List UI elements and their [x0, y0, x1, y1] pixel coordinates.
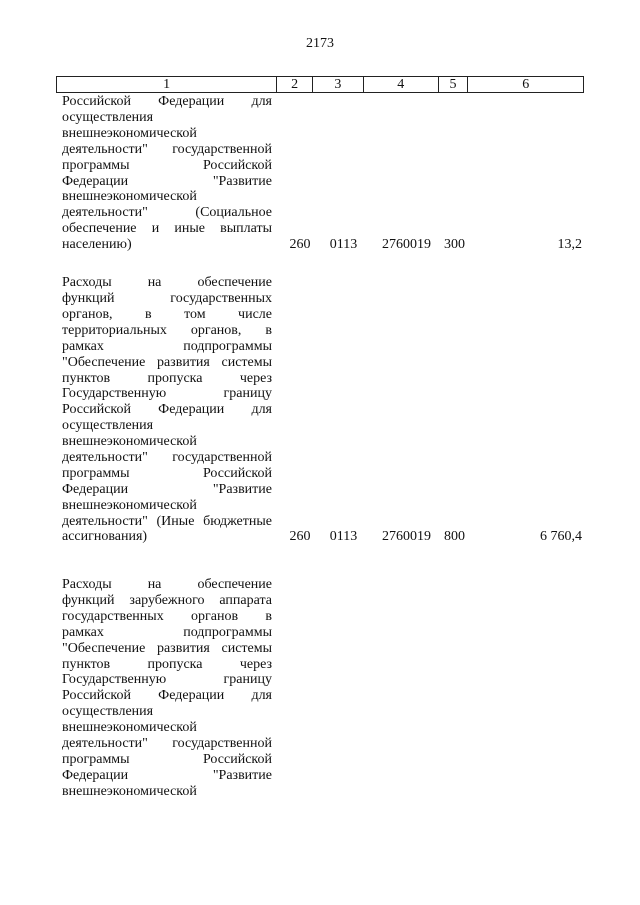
description-line: рамках подпрограммы — [62, 624, 272, 640]
description-line: Российской Федерации для — [62, 688, 272, 704]
header-col-4: 4 — [364, 77, 439, 92]
description-line: осуществления — [62, 418, 154, 434]
description-line: осуществления — [62, 109, 154, 125]
header-col-3: 3 — [313, 77, 364, 92]
description-line: деятельности" государственной — [62, 736, 272, 752]
row-col6: 13,2 — [557, 237, 582, 253]
row-col4: 2760019 — [382, 529, 431, 545]
row-col5: 800 — [444, 529, 465, 545]
description-line: функций зарубежного аппарата — [62, 593, 272, 609]
row-col5: 300 — [444, 237, 465, 253]
table-row — [56, 275, 584, 545]
row-col4: 2760019 — [382, 237, 431, 253]
description-line: органов, в том числе — [62, 306, 272, 322]
row-col2: 260 — [289, 237, 311, 253]
description-line: Российской Федерации для — [62, 94, 272, 110]
description-line: Расходы на обеспечение — [62, 275, 272, 291]
description-line: Расходы на обеспечение — [62, 577, 272, 593]
description-line: деятельности" (Иные бюджетные — [62, 513, 272, 529]
table-row — [56, 577, 584, 800]
description-line: программы Российской — [62, 465, 272, 481]
header-col-5: 5 — [439, 77, 469, 92]
description-line: Российской Федерации для — [62, 402, 272, 418]
description-line: деятельности" государственной — [62, 141, 272, 157]
header-col-1: 1 — [57, 77, 277, 92]
description-line: внешнеэкономической — [62, 189, 197, 205]
header-col-6: 6 — [522, 77, 530, 92]
description-line: пунктов пропуска через — [62, 370, 272, 386]
description-line: "Обеспечение развития системы — [62, 640, 272, 656]
description-line: Федерации "Развитие — [62, 173, 272, 189]
description-line: деятельности" государственной — [62, 449, 272, 465]
row-col3: 0113 — [329, 529, 358, 545]
table-row — [56, 94, 584, 253]
description-line: программы Российской — [62, 157, 272, 173]
row-col3: 0113 — [329, 237, 358, 253]
description-line: внешнеэкономической — [62, 497, 197, 513]
description-line: территориальных органов, в — [62, 322, 272, 338]
description-line: внешнеэкономической — [62, 125, 197, 141]
description-line: Государственную границу — [62, 386, 272, 402]
row-description — [56, 94, 272, 253]
description-line: программы Российской — [62, 751, 272, 767]
row-description — [56, 275, 272, 545]
description-line: внешнеэкономической — [62, 720, 197, 736]
description-line: "Обеспечение развития системы — [62, 354, 272, 370]
description-line: осуществления — [62, 704, 154, 720]
description-line: внешнеэкономической — [62, 434, 197, 450]
page-number: 2173 — [306, 36, 334, 51]
description-line: Государственную границу — [62, 672, 272, 688]
description-line: населению) — [62, 237, 132, 253]
description-line: деятельности" (Социальное — [62, 205, 272, 221]
description-line: государственных органов в — [62, 608, 272, 624]
description-line: ассигнования) — [62, 529, 148, 545]
row-col2: 260 — [289, 529, 311, 545]
description-line: функций государственных — [62, 291, 272, 307]
description-line: Федерации "Развитие — [62, 767, 272, 783]
table-header — [56, 76, 584, 93]
description-line: обеспечение и иные выплаты — [62, 221, 272, 237]
row-col6: 6 760,4 — [540, 529, 582, 545]
row-description — [56, 577, 272, 799]
description-line: внешнеэкономической — [62, 783, 197, 799]
description-line: Федерации "Развитие — [62, 481, 272, 497]
header-col-2: 2 — [277, 77, 313, 92]
description-line: пунктов пропуска через — [62, 656, 272, 672]
description-line: рамках подпрограммы — [62, 338, 272, 354]
